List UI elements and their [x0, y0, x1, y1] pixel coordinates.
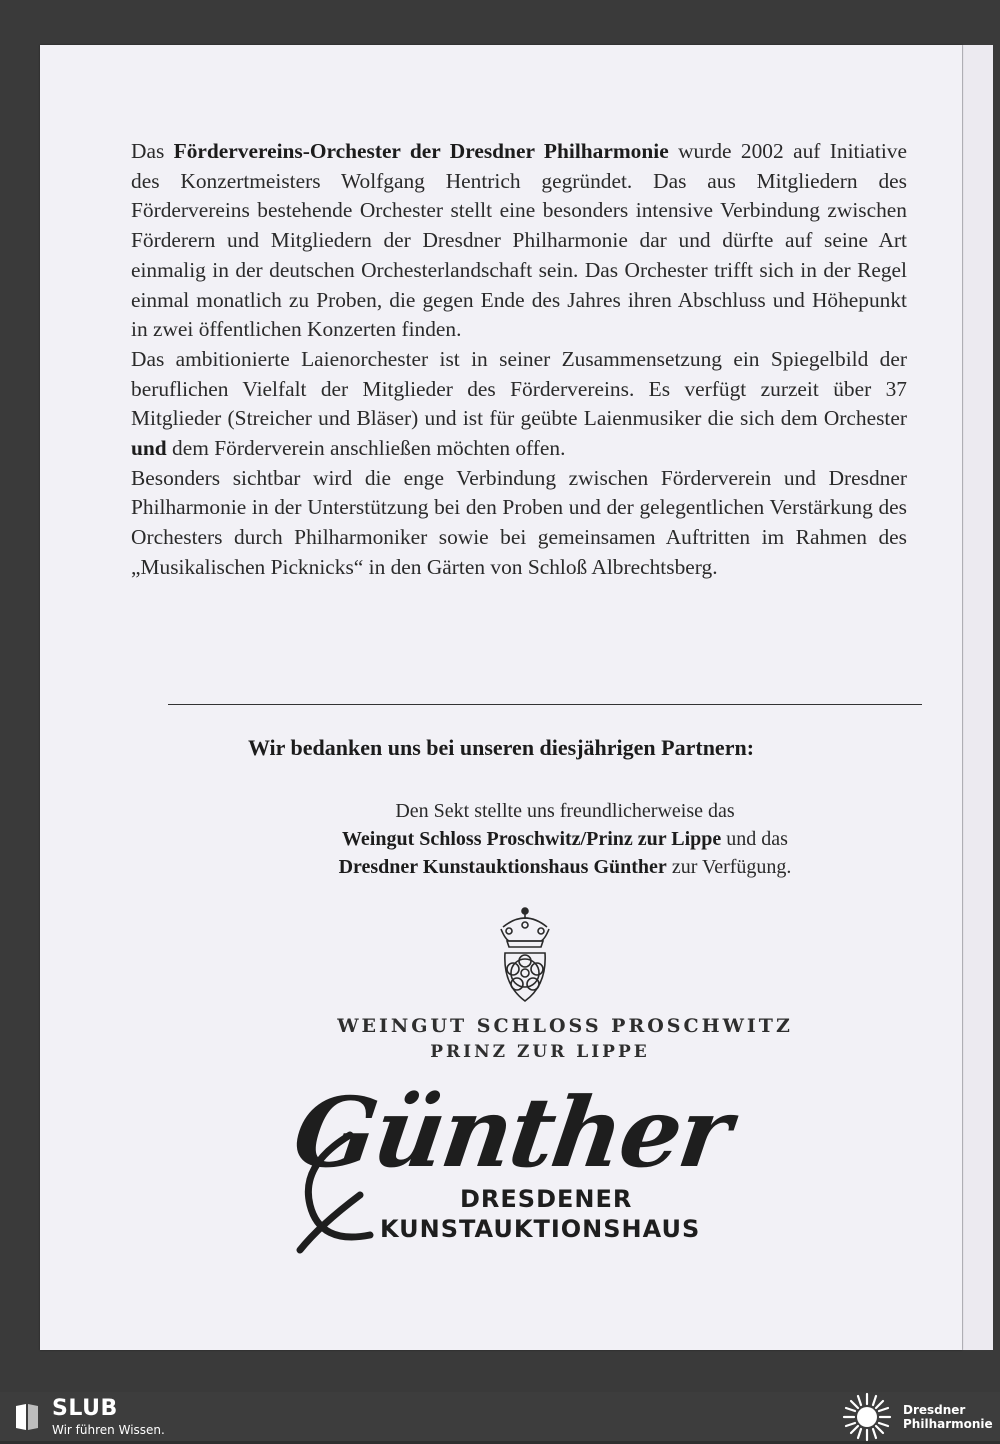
thanks-heading: Wir bedanken uns bei unseren diesjährigen Partnern: — [247, 735, 755, 760]
next-page-edge — [962, 45, 993, 1350]
orchestra-name: Fördervereins-Orchester der Dresdner Philharmonie — [173, 139, 669, 163]
slub-name[interactable]: SLUB — [52, 1396, 118, 1421]
crown-rose-crest-icon — [495, 905, 555, 1005]
sponsor-text — [40, 797, 1000, 881]
slub-tagline: Wir führen Wissen. — [52, 1423, 165, 1437]
weingut-logo-line-2: PRINZ ZUR LIPPE — [430, 1042, 650, 1062]
document-page — [40, 45, 962, 1350]
sponsor-line-1: Weingut Schloss Proschwitz/Prinz zur Lippe und das — [342, 828, 788, 850]
body-text — [131, 137, 907, 583]
guenther-logo-script: Günther — [287, 1076, 737, 1189]
paragraph-1: Das Fördervereins-Orchester der Dresdner Philharmonie wurde 2002 auf Initiative des Konzertmeisters Wolfgang Hentrich gegründet. Das aus Mitgliedern des Fördervereins bestehende Orchester stellt eine besonders intensive Verbindung zwischen Förderern und Mitgliedern der Dresdner Philharmonie dar und dürfte auf seine Art einmalig in der deutschen Orchesterlandschaft sein. Das Orchester trifft sich in der Regel einmal monatlich zu Proben, die gegen Ende des Jahres ihren Abschluss und Höhepunkt in zwei öffentlichen Konzerten finden. — [131, 139, 907, 342]
sponsor-intro: Den Sekt stellte uns freundlicherweise das — [395, 800, 735, 822]
paragraph-3: Besonders sichtbar wird die enge Verbindung zwischen Förderverein und Dresdner Philharmonie in der Unterstützung bei den Proben und der gelegentlichen Verstärkung des Orchesters durch Philharmoniker sowie bei gemeinsamen Auftritten im Rahmen des „Musikalischen Picknicks“ in den Gärten von Schloß Albrechtsberg. — [131, 465, 907, 579]
slub-logo-icon[interactable] — [14, 1402, 40, 1432]
paragraph-2: Das ambitionierte Laienorchester ist in seiner Zusammensetzung ein Spiegelbild der beruflichen Vielfalt der Mitglieder des Fördervereins. Es verfügt zurzeit über 37 Mitglieder (Streicher und Bläser) und ist für geübte Laienmusiker die sich dem Orchester und dem Förderverein anschließen möchten offen. — [131, 346, 907, 461]
weingut-logo-line-1: WEINGUT SCHLOSS PROSCHWITZ — [337, 1015, 793, 1037]
sponsor-line-2: Dresdner Kunstauktionshaus Günther zur Verfügung. — [338, 856, 792, 878]
guenther-logo-line-2: KUNSTAUKTIONSHAUS — [380, 1215, 701, 1243]
dresdner-philharmonie-name[interactable]: Dresdner Philharmonie — [903, 1403, 993, 1431]
dresdner-philharmonie-logo-icon[interactable] — [840, 1390, 894, 1444]
guenther-logo-line-1: DRESDENER — [460, 1185, 633, 1213]
divider-rule — [168, 704, 922, 705]
emphasis-und: und — [131, 436, 167, 461]
